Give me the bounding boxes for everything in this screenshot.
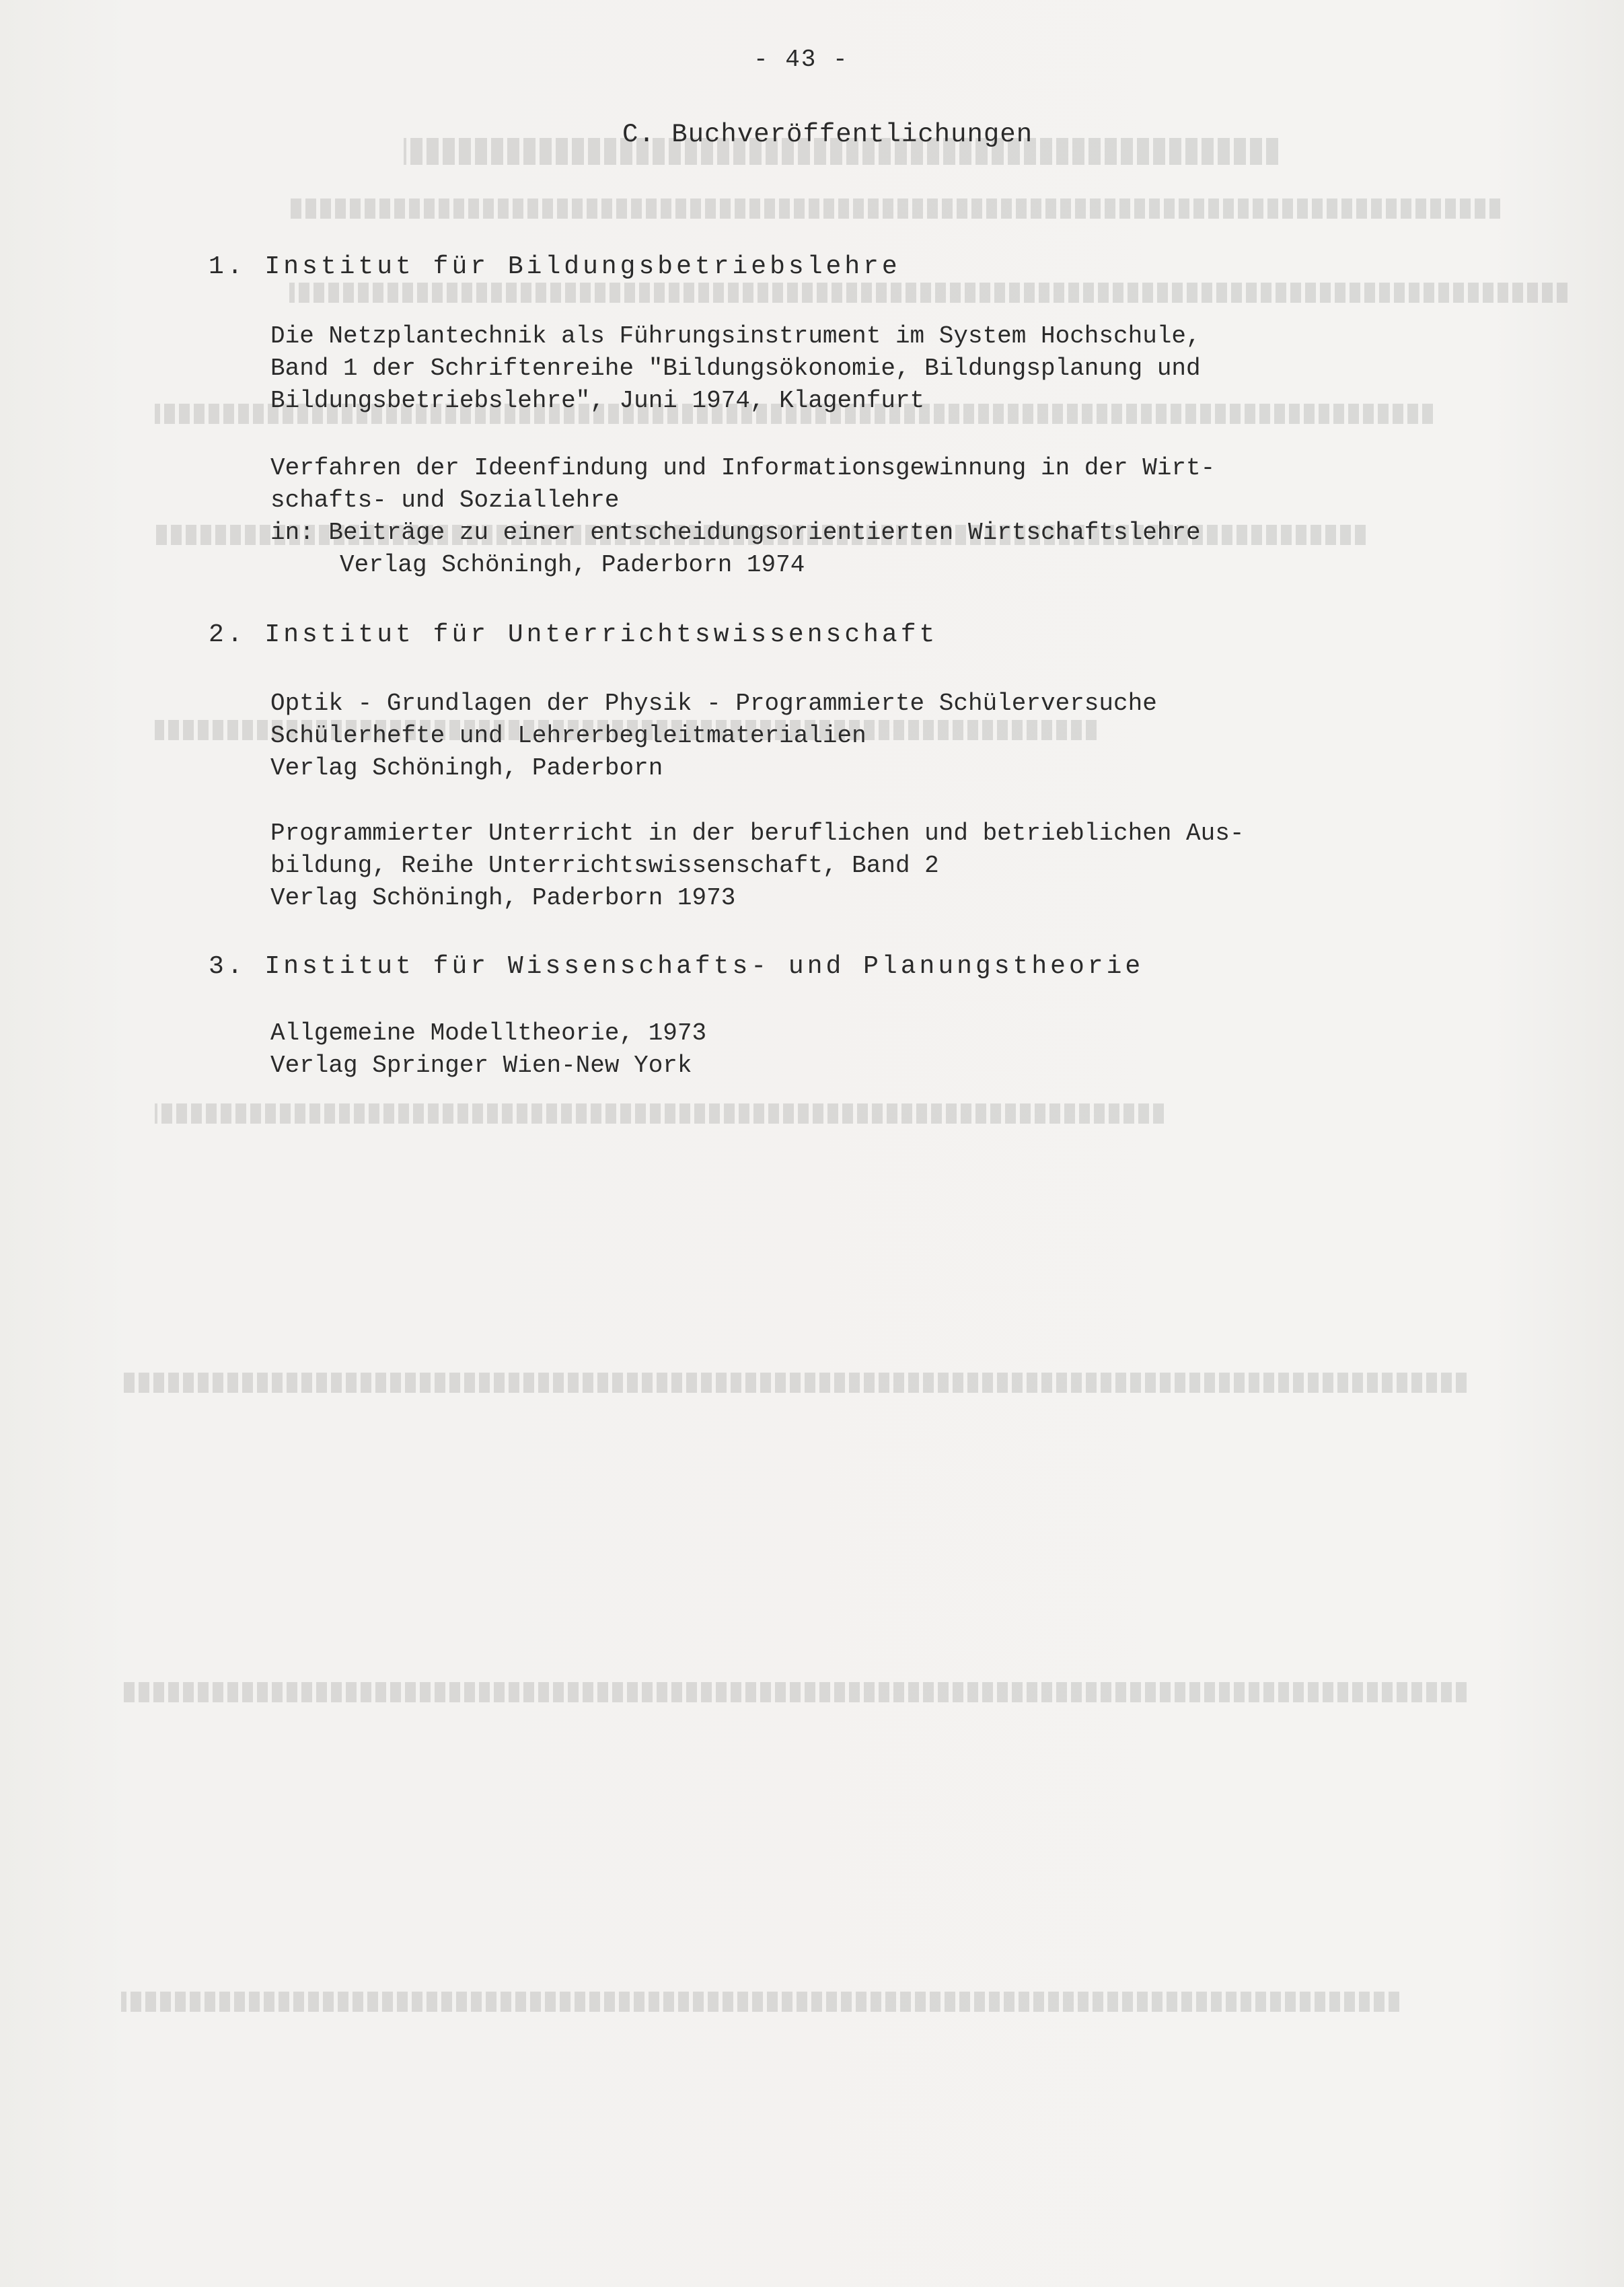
entry-line: Verlag Schöningh, Paderborn bbox=[270, 754, 663, 782]
section-title-2: 2. Institut für Unterrichtswissenschaft bbox=[209, 620, 938, 649]
page-number: - 43 - bbox=[753, 46, 849, 73]
entry-line: Verfahren der Ideenfindung und Informationsgewinnung in der Wirt- bbox=[270, 454, 1216, 482]
entry-2-1 bbox=[270, 688, 1157, 785]
section-title-3: 3. Institut für Wissenschafts- und Planungstheorie bbox=[209, 952, 1144, 981]
entry-line: Schülerhefte und Lehrerbegleitmaterialien bbox=[270, 722, 866, 750]
section-heading: C. Buchveröffentlichungen bbox=[622, 120, 1033, 149]
entry-line: Allgemeine Modelltheorie, 1973 bbox=[270, 1019, 707, 1047]
entry-line: bildung, Reihe Unterrichtswissenschaft, Band 2 bbox=[270, 852, 939, 879]
entry-line: Verlag Schöningh, Paderborn 1974 bbox=[340, 551, 805, 579]
entry-line: Die Netzplantechnik als Führungsinstrument im System Hochschule, bbox=[270, 322, 1201, 350]
entry-line: Bildungsbetriebslehre", Juni 1974, Klagenfurt bbox=[270, 387, 925, 414]
entry-line: Band 1 der Schriftenreihe "Bildungsökonomie, Bildungsplanung und bbox=[270, 355, 1201, 382]
entry-line: in: Beiträge zu einer entscheidungsorientierten Wirtschaftslehre bbox=[270, 519, 1201, 546]
entry-line: Verlag Schöningh, Paderborn 1973 bbox=[270, 884, 736, 912]
section-title-1: 1. Institut für Bildungsbetriebslehre bbox=[209, 252, 901, 281]
entry-line: schafts- und Soziallehre bbox=[270, 486, 620, 514]
entry-1-2 bbox=[270, 452, 1215, 581]
entry-1-1 bbox=[270, 320, 1201, 417]
entry-2-2 bbox=[270, 818, 1244, 914]
entry-line: Optik - Grundlagen der Physik - Programmierte Schülerversuche bbox=[270, 690, 1157, 717]
entry-line: Programmierter Unterricht in der beruflichen und betrieblichen Aus- bbox=[270, 820, 1245, 847]
entry-line: Verlag Springer Wien-New York bbox=[270, 1052, 692, 1079]
entry-3-1 bbox=[270, 1017, 706, 1082]
